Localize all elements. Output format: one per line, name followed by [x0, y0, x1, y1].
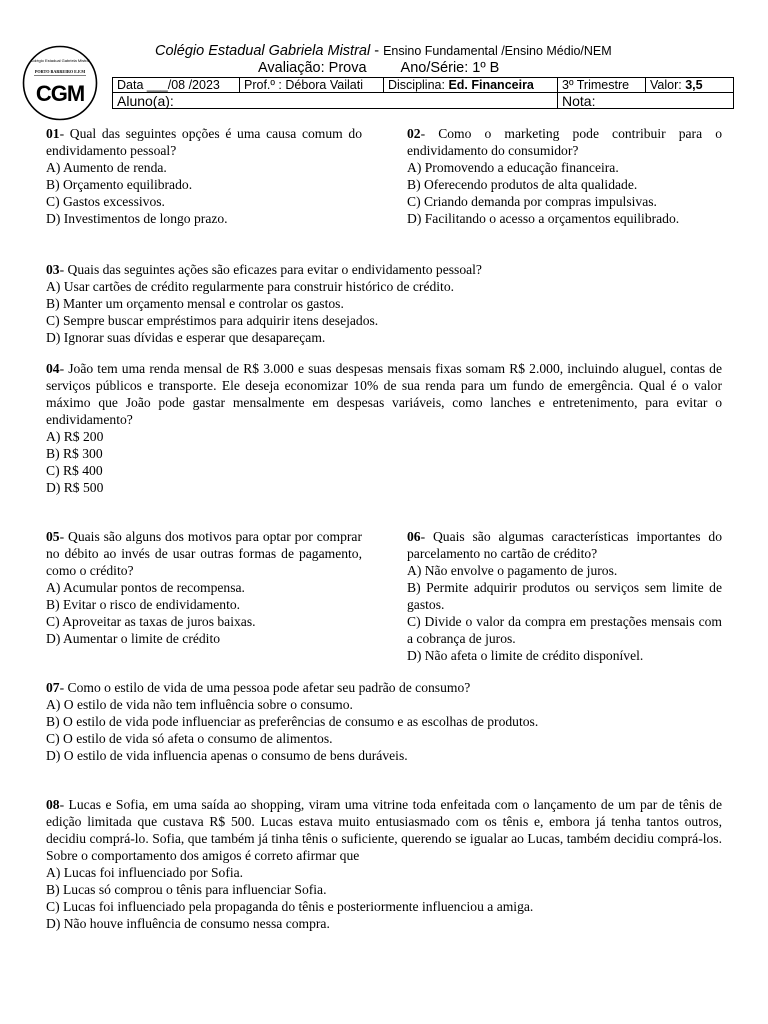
value-amount: 3,5 — [685, 78, 703, 92]
option-b[interactable]: B) Oferecendo produtos de alta qualidade. — [407, 177, 638, 192]
question-02 — [407, 125, 722, 227]
option-a[interactable]: A) Usar cartões de crédito regularmente para construir histórico de crédito. — [46, 279, 455, 294]
exam-type: Avaliação: Prova — [258, 60, 367, 76]
question-08 — [46, 796, 722, 932]
grade-field[interactable]: Nota: — [558, 93, 734, 109]
option-d[interactable]: D) Não houve influência de consumo nessa compra. — [46, 916, 330, 931]
option-d[interactable]: D) Facilitando o acesso a orçamentos equilibrado. — [407, 211, 680, 226]
option-a[interactable]: A) O estilo de vida não tem influência sobre o consumo. — [46, 697, 353, 712]
option-b[interactable]: B) Orçamento equilibrado. — [46, 177, 193, 192]
value-label: Valor: — [650, 78, 686, 92]
question-stem: - Quais são alguns dos motivos para optar por comprar no débito ao invés de usar outras formas de pagamento, como o crédito? — [46, 529, 362, 578]
option-d[interactable]: D) Aumentar o limite de crédito — [46, 631, 221, 646]
option-d[interactable]: D) R$ 500 — [46, 480, 104, 495]
option-a[interactable]: A) Lucas foi influenciado por Sofia. — [46, 865, 244, 880]
question-06 — [407, 528, 722, 664]
option-b[interactable]: B) O estilo de vida pode influenciar as preferências de consumo e as escolhas de produtos. — [46, 714, 539, 729]
option-c[interactable]: C) Lucas foi influenciado pela propaganda do tênis e posteriormente influenciou a amiga. — [46, 899, 534, 914]
question-number: 04 — [46, 361, 60, 376]
question-stem: - João tem uma renda mensal de R$ 3.000 e suas despesas mensais fixas somam R$ 2.000, incluindo aluguel, contas de serviços públicos e transporte. Ele deseja economizar 10% de sua renda para um fundo de emergência. Qual é o valor máximo que João pode gastar mensalmente em despesas variáveis, como lanches e entretenimento, para evitar o endividamento? — [46, 361, 722, 427]
option-a[interactable]: A) Aumento de renda. — [46, 160, 167, 175]
option-a[interactable]: A) Promovendo a educação financeira. — [407, 160, 619, 175]
option-c[interactable]: C) Aproveitar as taxas de juros baixas. — [46, 614, 256, 629]
option-b[interactable]: B) Manter um orçamento mensal e controlar os gastos. — [46, 296, 344, 311]
option-d[interactable]: D) Não afeta o limite de crédito disponível. — [407, 648, 644, 663]
option-c[interactable]: C) Gastos excessivos. — [46, 194, 165, 209]
option-b[interactable]: B) R$ 300 — [46, 446, 103, 461]
term-field: 3º Trimestre — [558, 78, 646, 93]
option-a[interactable]: A) Não envolve o pagamento de juros. — [407, 563, 618, 578]
question-stem: - Como o estilo de vida de uma pessoa pode afetar seu padrão de consumo? — [59, 680, 471, 695]
teacher-field: Prof.º : Débora Vailati — [240, 78, 384, 93]
option-a[interactable]: A) R$ 200 — [46, 429, 104, 444]
question-number: 06 — [407, 529, 421, 544]
exam-header — [258, 60, 499, 76]
option-d[interactable]: D) Ignorar suas dívidas e esperar que desapareçam. — [46, 330, 326, 345]
subject-label: Disciplina: — [388, 78, 449, 92]
option-b[interactable]: B) Permite adquirir produtos ou serviços sem limite de gastos. — [407, 580, 722, 612]
question-04 — [46, 360, 722, 496]
question-number: 02 — [407, 126, 421, 141]
option-d[interactable]: D) O estilo de vida influencia apenas o consumo de bens duráveis. — [46, 748, 408, 763]
question-stem: - Quais das seguintes ações são eficazes para evitar o endividamento pessoal? — [59, 262, 482, 277]
school-logo — [22, 45, 98, 121]
logo-initials: CGM — [35, 81, 85, 106]
grade-class: Ano/Série: 1º B — [400, 60, 500, 76]
school-name: Colégio Estadual Gabriela Mistral — [155, 43, 371, 59]
question-number: 08 — [46, 797, 60, 812]
question-stem: - Quais são algumas características importantes do parcelamento no cartão de crédito? — [407, 529, 722, 561]
question-number: 05 — [46, 529, 60, 544]
question-07 — [46, 679, 722, 764]
info-table — [112, 77, 734, 109]
subject-field — [384, 78, 558, 93]
logo-text-mid: PORTO BARREIRO E.F.M — [34, 69, 86, 74]
school-levels: Ensino Fundamental /Ensino Médio/NEM — [383, 44, 612, 58]
value-field — [646, 78, 734, 93]
option-c[interactable]: C) Sempre buscar empréstimos para adquirir itens desejados. — [46, 313, 379, 328]
question-03 — [46, 261, 722, 346]
student-name-field[interactable]: Aluno(a): — [113, 93, 558, 109]
logo-text-top: Colégio Estadual Gabriela Mistral — [30, 58, 90, 63]
school-dash: - — [370, 43, 384, 59]
option-a[interactable]: A) Acumular pontos de recompensa. — [46, 580, 245, 595]
date-field[interactable]: Data ___/08 /2023 — [113, 78, 240, 93]
question-number: 01 — [46, 126, 60, 141]
option-c[interactable]: C) Divide o valor da compra em prestações mensais com a cobrança de juros. — [407, 614, 722, 646]
question-01 — [46, 125, 362, 227]
question-05 — [46, 528, 362, 647]
question-stem: - Como o marketing pode contribuir para o endividamento do consumidor? — [407, 126, 722, 158]
option-c[interactable]: C) R$ 400 — [46, 463, 103, 478]
question-stem: - Qual das seguintes opções é uma causa comum do endividamento pessoal? — [46, 126, 362, 158]
option-c[interactable]: C) Criando demanda por compras impulsivas. — [407, 194, 657, 209]
option-b[interactable]: B) Lucas só comprou o tênis para influenciar Sofia. — [46, 882, 327, 897]
school-header — [155, 43, 612, 59]
question-stem: - Lucas e Sofia, em uma saída ao shopping, viram uma vitrine toda enfeitada com o lançamento de um par de tênis de edição limitada que custava R$ 500. Lucas estava muito entusiasmado com os tênis e, embora já tenha tantos outros, decidiu comprá-lo. Sofia, que também já tinha tênis o suficiente, querendo se igualar ao Lucas, também decidiu comprá-los. Sobre o comportamento dos amigos é correto afirmar que — [46, 797, 722, 863]
question-number: 03 — [46, 262, 60, 277]
option-c[interactable]: C) O estilo de vida só afeta o consumo de alimentos. — [46, 731, 333, 746]
option-b[interactable]: B) Evitar o risco de endividamento. — [46, 597, 241, 612]
subject-value: Ed. Financeira — [448, 78, 534, 92]
option-d[interactable]: D) Investimentos de longo prazo. — [46, 211, 228, 226]
question-number: 07 — [46, 680, 60, 695]
